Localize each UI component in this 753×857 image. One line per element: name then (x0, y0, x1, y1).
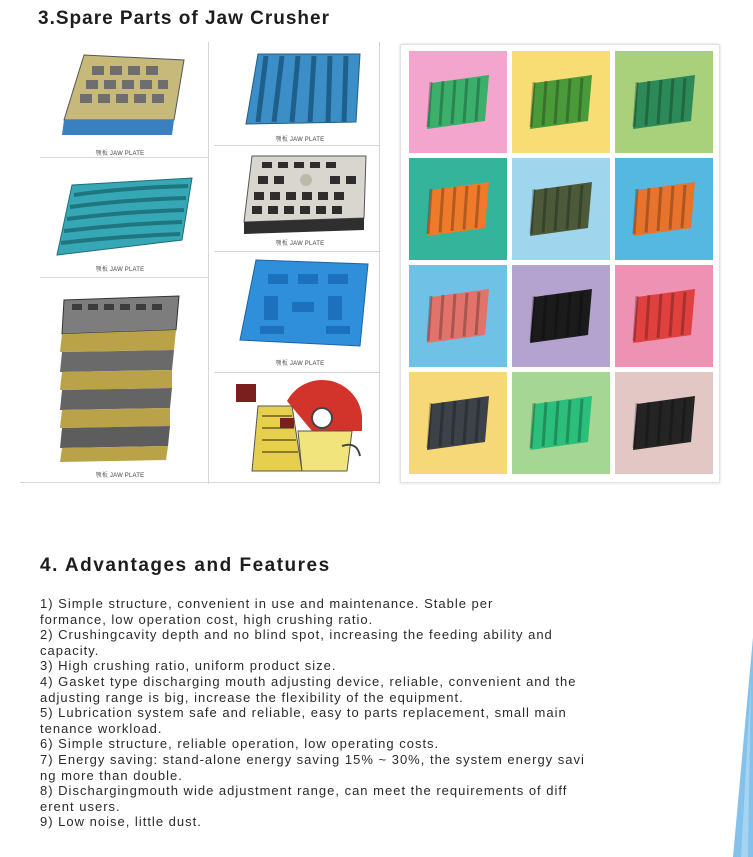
jaw-plate-photo (409, 158, 507, 260)
divider (208, 42, 209, 484)
feature-line: 9) Low noise, little dust. (40, 814, 202, 830)
part-photo-tile (615, 265, 713, 367)
feature-line: 1) Simple structure, convenient in use and maintenance. Stable per (40, 596, 494, 611)
part-photo-tile (512, 51, 610, 153)
feature-line: 7) Energy saving: stand-alone energy saving 15% ~ 30%, the system energy savi (40, 751, 585, 767)
jaw-plate-photo (512, 51, 610, 153)
feature-line: ng more than double. (40, 767, 183, 783)
jaw-plate-image (42, 170, 202, 265)
part-photo-tile (409, 51, 507, 153)
divider (214, 372, 379, 373)
jaw-plate-photo (409, 265, 507, 367)
divider (379, 42, 380, 484)
jaw-plate-catalog (20, 42, 380, 484)
feature-line: formance, low operation cost, high crushing ratio. (40, 611, 374, 627)
divider (214, 145, 379, 146)
jaw-plate-caption: 颚板 JAW PLATE (95, 151, 145, 157)
divider (40, 277, 208, 278)
jaw-plate-photo (409, 51, 507, 153)
part-photo-tile (615, 158, 713, 260)
divider (20, 482, 380, 483)
jaw-plate-caption: 颚板 JAW PLATE (275, 241, 325, 247)
jaw-plate-photo (409, 372, 507, 474)
feature-line: 6) Simple structure, reliable operation, low operating costs. (40, 736, 440, 752)
jaw-plate-photo (615, 265, 713, 367)
feature-line: tenance workload. (40, 720, 163, 736)
part-photo-tile (409, 372, 507, 474)
feature-line: 2) Crushingcavity depth and no blind spot, increasing the feeding ability and (40, 627, 553, 643)
jaw-plate-photo (512, 158, 610, 260)
jaw-plate-image (54, 50, 194, 142)
jaw-plate-caption: 颚板 JAW PLATE (275, 361, 325, 367)
part-photo-tile (615, 372, 713, 474)
jaw-plate-image (234, 256, 374, 352)
decorative-ribbon (693, 617, 753, 857)
jaw-crusher-assembly-image (232, 376, 377, 476)
jaw-plate-photo (512, 372, 610, 474)
jaw-plate-caption: 颚板 JAW PLATE (95, 267, 145, 273)
jaw-plate-photo (512, 265, 610, 367)
part-photo-tile (512, 372, 610, 474)
part-photo-tile (512, 265, 610, 367)
feature-line: erent users. (40, 798, 121, 814)
part-photo-tile (409, 265, 507, 367)
part-photo-tile (512, 158, 610, 260)
jaw-plate-caption: 颚板 JAW PLATE (275, 137, 325, 143)
feature-line: 3) High crushing ratio, uniform product size. (40, 658, 337, 674)
part-photo-tile (615, 51, 713, 153)
jaw-plate-photo (615, 158, 713, 260)
jaw-plate-caption: 颚板 JAW PLATE (95, 473, 145, 479)
section-title-advantages: 4. Advantages and Features (40, 555, 331, 576)
feature-line: 4) Gasket type discharging mouth adjusting device, reliable, convenient and the (40, 673, 577, 689)
jaw-plate-image (238, 52, 366, 132)
feature-line: 5) Lubrication system safe and reliable, easy to parts replacement, small main (40, 705, 567, 721)
feature-line: adjusting range is big, increase the flexibility of the equipment. (40, 689, 464, 705)
divider (214, 251, 379, 252)
section-title-spare-parts: 3.Spare Parts of Jaw Crusher (38, 8, 330, 29)
part-photo-tile (409, 158, 507, 260)
jaw-plate-photo (615, 372, 713, 474)
spare-parts-photo-grid (400, 44, 720, 483)
divider (40, 157, 208, 158)
jaw-plate-stack-image (54, 290, 189, 465)
feature-line: 8) Dischargingmouth wide adjustment range, can meet the requirements of diff (40, 783, 568, 799)
jaw-plate-image (234, 152, 374, 236)
jaw-plate-photo (615, 51, 713, 153)
features-list (40, 596, 720, 830)
feature-line: capacity. (40, 642, 100, 658)
